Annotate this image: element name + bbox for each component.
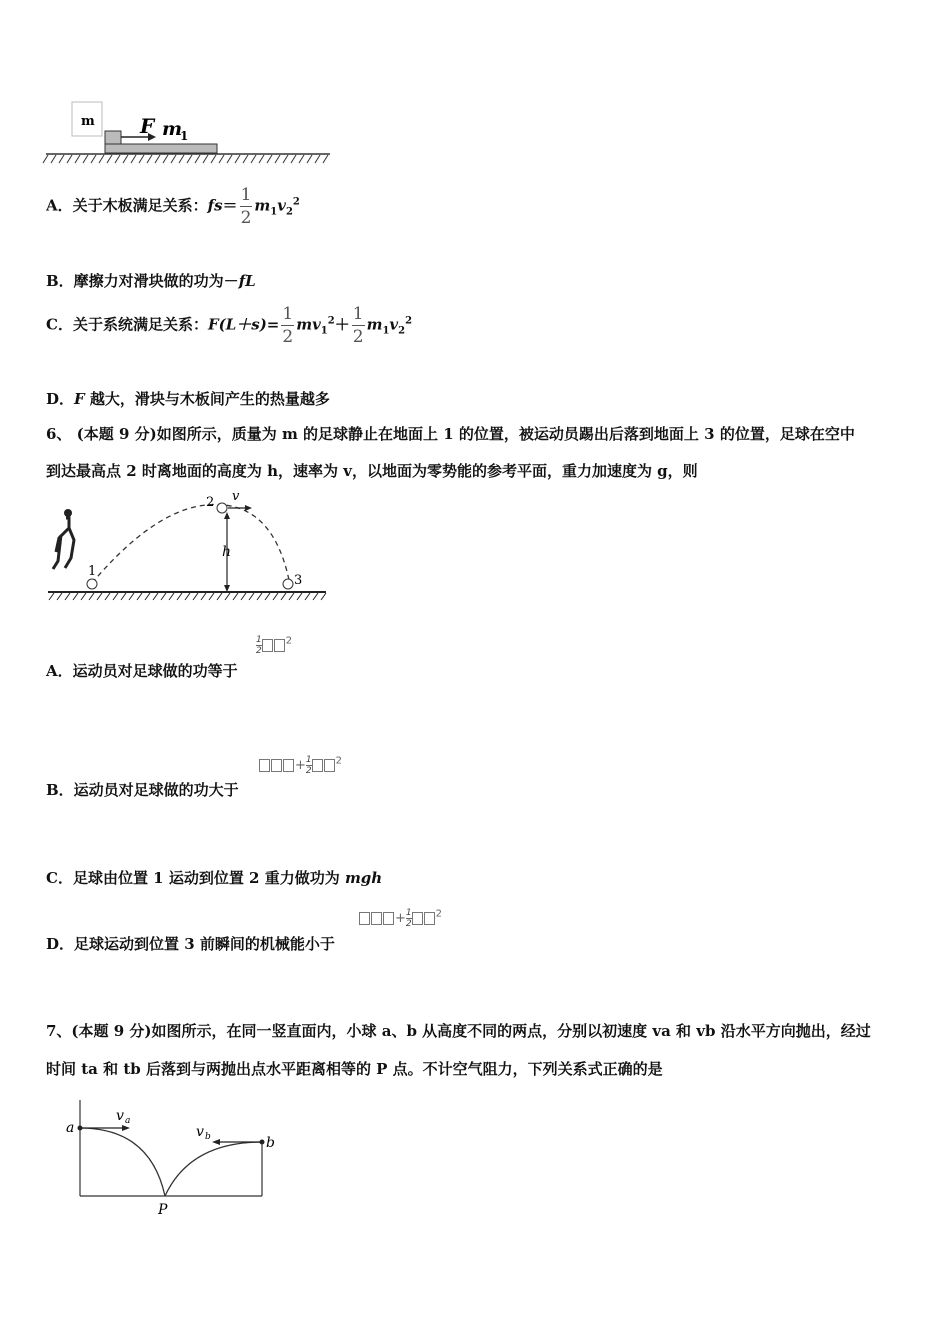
block-board-figure (40, 95, 340, 170)
board (105, 144, 217, 153)
block-m-label: m (81, 114, 95, 129)
ball-position-3 (283, 579, 293, 589)
svg-text:a: a (66, 1120, 75, 1136)
q6-stem-line1: 6、 (本题 9 分)如图所示，质量为 m 的足球静止在地面上 1 的位置，被运动员踢出后落到地面上 3 的位置，足球在空中 (46, 425, 855, 443)
board-mass-label: m (162, 118, 183, 140)
svg-text:v: v (232, 489, 240, 504)
svg-text:v: v (196, 1124, 204, 1140)
svg-text:b: b (266, 1135, 275, 1151)
q6-stem-line2: 到达最高点 2 时离地面的高度为 h，速率为 v，以地面为零势能的参考平面，重力加速度为 g，则 (46, 462, 698, 480)
q5-option-a: A．关于木板满足关系：fs＝ $\frac{1}{2}$ $m_1v_2^2$ (46, 185, 300, 228)
svg-text:1: 1 (88, 564, 97, 579)
q6-option-c: C．足球由位置 1 运动到位置 2 重力做功为 mgh (46, 869, 383, 887)
ball-position-2 (217, 503, 227, 513)
q5-option-d: D．F 越大，滑块与木板间产生的热量越多 (46, 390, 330, 408)
q6-option-a-formula: $\frac{1}{2} ^2$ (256, 635, 293, 656)
trajectory-a (80, 1128, 165, 1196)
trajectory-b (165, 1142, 262, 1196)
q6-option-b-formula: + $\frac{1}{2} ^2$ (259, 755, 342, 776)
svg-text:a: a (125, 1116, 131, 1126)
svg-text:1: 1 (180, 129, 189, 143)
svg-text:2: 2 (206, 495, 215, 510)
q6-option-d-formula: + $\frac{1}{2} ^2$ (359, 908, 442, 929)
projectile-figure (60, 1094, 290, 1220)
q5-option-b: B．摩擦力对滑块做的功为－fL (46, 272, 256, 290)
svg-text:h: h (222, 544, 232, 560)
ground-hatch (43, 155, 328, 163)
q7-stem-line1: 7、(本题 9 分)如图所示，在同一竖直面内，小球 a、b 从高度不同的两点，分别以初速度 va 和 vb 沿水平方向抛出，经过 (46, 1022, 871, 1040)
small-block (105, 131, 121, 144)
ball-position-1 (87, 579, 97, 589)
svg-text:P: P (158, 1202, 168, 1218)
kicker-figure (53, 518, 74, 569)
q6-option-a: A．运动员对足球做的功等于 (46, 662, 238, 680)
q7-stem-line2: 时间 ta 和 tb 后落到与两抛出点水平距离相等的 P 点。不计空气阻力，下列关系式正确的是 (46, 1060, 663, 1078)
q6-option-b: B．运动员对足球做的功大于 (46, 781, 239, 799)
trajectory-curve (92, 504, 289, 583)
q5-option-c: C．关于系统满足关系：F(L＋s)= $\frac{1}{2}$ $mv_1^2+$ $\frac{1}{2}$ $m_1v_2^2$ (46, 304, 413, 347)
q6-option-d: D．足球运动到位置 3 前瞬间的机械能小于 (46, 935, 335, 953)
svg-text:3: 3 (294, 573, 303, 588)
force-label: F (140, 114, 155, 138)
svg-text:b: b (205, 1132, 211, 1142)
svg-text:v: v (116, 1108, 124, 1124)
football-trajectory-figure (44, 488, 334, 606)
